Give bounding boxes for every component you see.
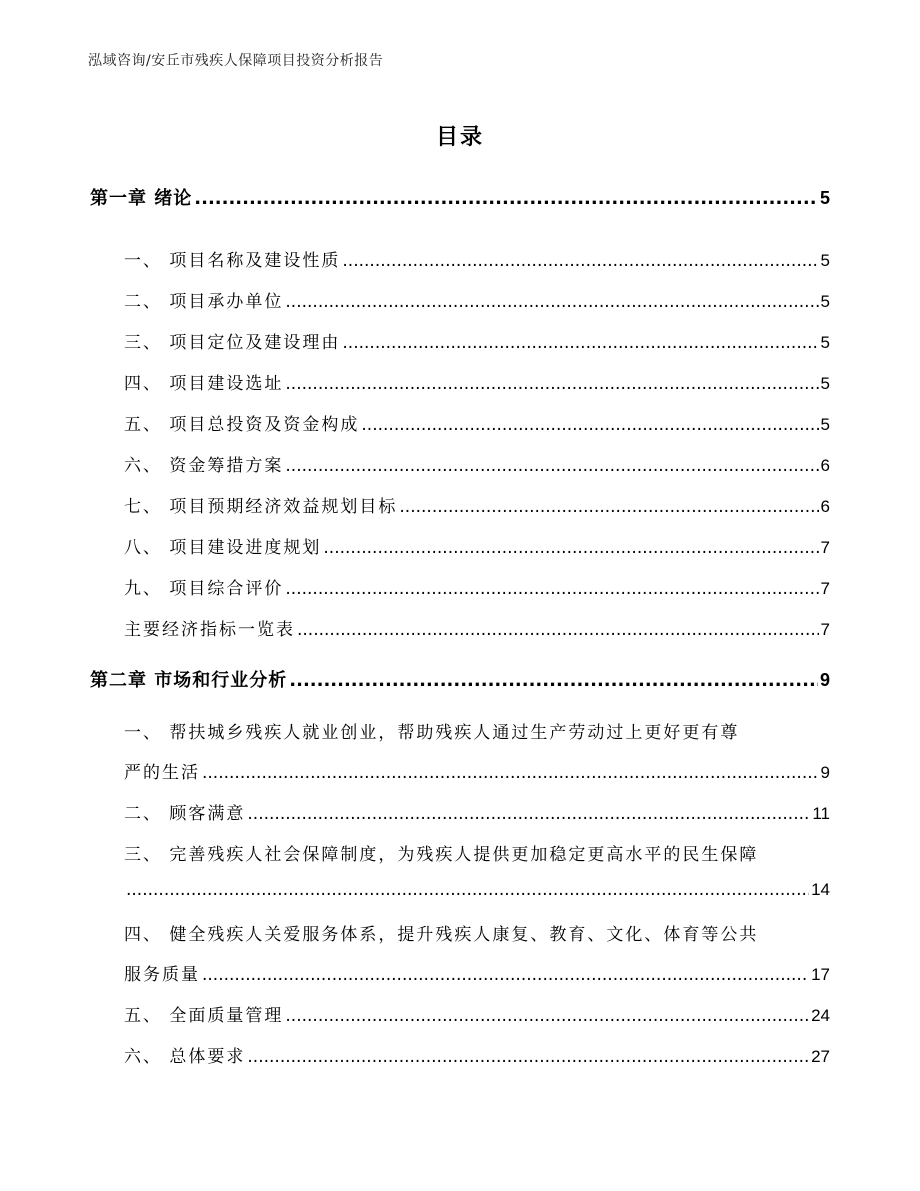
toc-leader-dots xyxy=(202,965,809,985)
toc-title: 目录 xyxy=(435,125,484,150)
toc-entry-line[interactable]: 三、 完善残疾人社会保障制度，为残疾人提供更加稳定更高水平的民生保障 xyxy=(124,845,759,865)
toc-entry-label: 二、 项目承办单位 xyxy=(124,292,284,312)
toc-entry[interactable] xyxy=(124,799,830,824)
toc-entry-label: 五、 项目总投资及资金构成 xyxy=(124,415,360,435)
toc-chapter-label: 第二章 市场和行业分析 xyxy=(90,670,288,691)
toc-leader-dots xyxy=(194,188,818,209)
toc-chapter-1[interactable] xyxy=(90,184,830,210)
toc-page-number: 7 xyxy=(820,538,830,557)
toc-leader-dots xyxy=(342,251,818,271)
running-header: 泓域咨询/安丘市残疾人保障项目投资分析报告 xyxy=(88,53,384,69)
toc-entry[interactable] xyxy=(124,492,830,517)
toc-leader-dots xyxy=(289,670,818,691)
toc-entry[interactable] xyxy=(124,615,830,640)
toc-entry-label: 主要经济指标一览表 xyxy=(124,620,295,640)
toc-page-number: 24 xyxy=(811,1006,830,1025)
toc-chapter-2[interactable] xyxy=(90,666,830,692)
toc-page-number: 5 xyxy=(820,374,830,393)
toc-page-number: 6 xyxy=(820,456,830,475)
toc-entry[interactable] xyxy=(124,758,830,783)
toc-entry-label: 八、 项目建设进度规划 xyxy=(124,538,322,558)
toc-leader-dots xyxy=(285,374,818,394)
toc-entry-label: 五、 全面质量管理 xyxy=(124,1006,284,1026)
toc-page-number: 11 xyxy=(812,804,830,823)
toc-entry[interactable] xyxy=(124,246,830,271)
toc-leader-dots xyxy=(202,763,819,783)
toc-entry-label: 四、 项目建设选址 xyxy=(124,374,284,394)
toc-entry[interactable] xyxy=(124,1001,830,1026)
toc-entry-label: 九、 项目综合评价 xyxy=(124,579,284,599)
toc-entry-label: 三、 项目定位及建设理由 xyxy=(124,333,341,353)
toc-entry[interactable] xyxy=(124,287,830,312)
toc-leader-dots xyxy=(285,579,818,599)
toc-leader-dots xyxy=(323,538,818,558)
toc-entry-label: 服务质量 xyxy=(124,965,200,985)
toc-entry[interactable] xyxy=(124,533,830,558)
toc-entry[interactable] xyxy=(124,960,830,985)
toc-entry[interactable] xyxy=(124,1042,830,1067)
toc-page-number: 9 xyxy=(820,763,830,782)
toc-leader-dots xyxy=(247,1047,809,1067)
toc-entry[interactable] xyxy=(124,574,830,599)
toc-page-number: 17 xyxy=(811,965,830,984)
toc-leader-dots xyxy=(399,497,818,517)
toc-entry[interactable] xyxy=(124,328,830,353)
toc-leader-dots xyxy=(285,456,818,476)
toc-page-number: 5 xyxy=(819,188,830,208)
toc-page-number: 27 xyxy=(811,1047,830,1066)
toc-chapter-label: 第一章 绪论 xyxy=(90,188,193,209)
toc-leader-dots xyxy=(126,880,809,900)
toc-entry-label: 二、 顾客满意 xyxy=(124,804,246,824)
toc-entry-line[interactable]: 一、 帮扶城乡残疾人就业创业，帮助残疾人通过生产劳动过上更好更有尊 xyxy=(124,723,740,743)
toc-entry-label: 严的生活 xyxy=(124,763,200,783)
toc-leader-dots xyxy=(247,804,810,824)
toc-page-number: 14 xyxy=(811,880,830,899)
toc-leader-dots xyxy=(297,620,819,640)
toc-page-number: 5 xyxy=(820,292,830,311)
toc-entry[interactable] xyxy=(124,369,830,394)
toc-leader-dots xyxy=(361,415,818,435)
toc-page-number: 5 xyxy=(820,251,830,270)
toc-page-number: 5 xyxy=(820,333,830,352)
toc-leader-dots xyxy=(285,1006,809,1026)
toc-leader-dots xyxy=(285,292,818,312)
toc-entry-label: 一、 项目名称及建设性质 xyxy=(124,251,341,271)
toc-entry[interactable] xyxy=(124,410,830,435)
toc-entry-label: 六、 总体要求 xyxy=(124,1047,246,1067)
toc-page-number: 9 xyxy=(819,670,830,690)
toc-leader-dots xyxy=(342,333,818,353)
toc-page-number: 7 xyxy=(820,579,830,598)
toc-page-number: 5 xyxy=(820,415,830,434)
toc-entry[interactable] xyxy=(124,451,830,476)
toc-page-number: 7 xyxy=(820,620,830,639)
toc-page-number: 6 xyxy=(820,497,830,516)
toc-entry-label: 七、 项目预期经济效益规划目标 xyxy=(124,497,398,517)
toc-entry[interactable] xyxy=(124,880,830,900)
toc-entry-label: 六、 资金筹措方案 xyxy=(124,456,284,476)
toc-entry-line[interactable]: 四、 健全残疾人关爱服务体系，提升残疾人康复、教育、文化、体育等公共 xyxy=(124,925,759,945)
